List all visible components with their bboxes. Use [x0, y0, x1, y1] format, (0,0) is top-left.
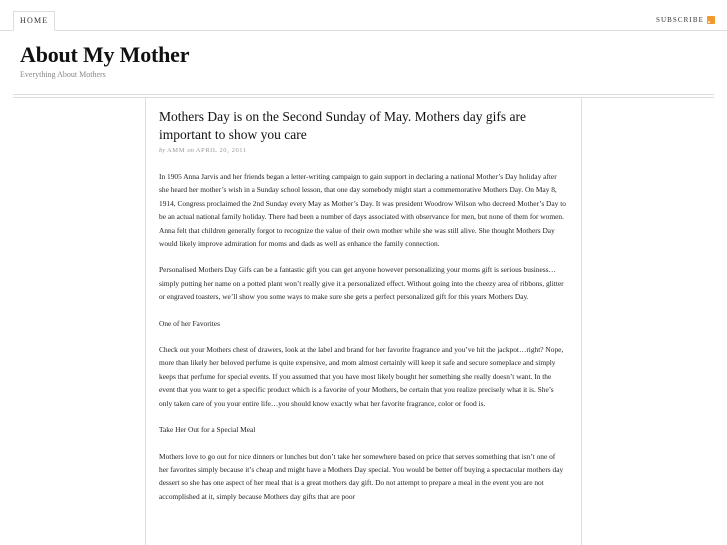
- post-byline: [159, 147, 566, 154]
- byline-on: on: [187, 147, 194, 154]
- post-paragraph: Personalised Mothers Day Gifs can be a fantastic gift you can get anyone however personalizing your moms gift is serious business… simply putting her name on a potted plant won’t really give it a personalized effect. Without going into the cheezy area of ribbons, glitter or engraved toasters, we’ll show you some ways to make sure she gets a perfect personalized gift for this years Mothers Day.: [159, 265, 564, 302]
- post: [159, 108, 566, 516]
- content-column: [145, 98, 582, 545]
- post-subheading: One of her Favorites: [159, 318, 220, 328]
- post-paragraph: Mothers love to go out for nice dinners or lunches but don’t take her somewhere based on price that serves something that isn’t one of her favorites simply because it’s cheap and might have a Mothers Day special. You would be better off buying a spectacular mothers day dessert so she has one aspect of her meal that is a great mothers day gift. Do not attempt to prepare a meal in the event you are not accomplished at it, simply because Mothers day gifts that are poor: [159, 451, 564, 501]
- subscribe-link[interactable]: [656, 16, 715, 24]
- top-navigation: [0, 0, 727, 31]
- site-title[interactable]: About My Mother: [20, 42, 190, 67]
- byline-by: by: [159, 147, 166, 154]
- subscribe-label: SUBSCRIBE: [655, 16, 704, 24]
- post-paragraph: Check out your Mothers chest of drawers, look at the label and brand for her favorite fragrance and you’ve hit the jackpot…right? Nope, more than likely her beloved perfume is quite expensive, and mom almost certainly will keep it safe and secure someplace and simply keeps that perfume for special events. If you assumed that you have most likely bought her something she really doesn’t want. In the event that you want to get a specific product which is a favorite of your Mothers, be certain that you realize precisely what it is. She’s only taken care of you your entire life…you should know exactly what her favorite fragrance, color or food is.: [159, 345, 564, 408]
- nav-home-tab[interactable]: HOME: [13, 11, 55, 31]
- post-date: APRIL 20, 2011: [195, 147, 247, 154]
- post-title[interactable]: Mothers Day is on the Second Sunday of May. Mothers day gifs are important to show you care: [159, 109, 526, 142]
- post-subheading: Take Her Out for a Special Meal: [159, 425, 256, 435]
- rss-icon: [707, 16, 715, 24]
- post-author-link[interactable]: AMM: [167, 147, 186, 154]
- site-tagline: Everything About Mothers: [20, 70, 106, 79]
- post-paragraph: In 1905 Anna Jarvis and her friends began a letter-writing campaign to gain support in declaring a national Mother’s Day holiday after she heard her mother’s wish in a Sunday school lesson, that one day somebody might start a commemorative Mothers Day. On May 8, 1914, Congress proclaimed the 2nd Sunday every May as Mother’s Day. It was president Woodrow Wilson who decreed Mother’s Day to be an actual national family holiday. There had been a number of days associated with observance for men, but none of them for women. Anna felt that children generally forgot to recognize the value of their own mother while she was still alive. She thought Mothers Day would likely improve admiration for moms and dads as well as enhance the family connection.: [159, 172, 566, 249]
- post-body: [159, 170, 566, 503]
